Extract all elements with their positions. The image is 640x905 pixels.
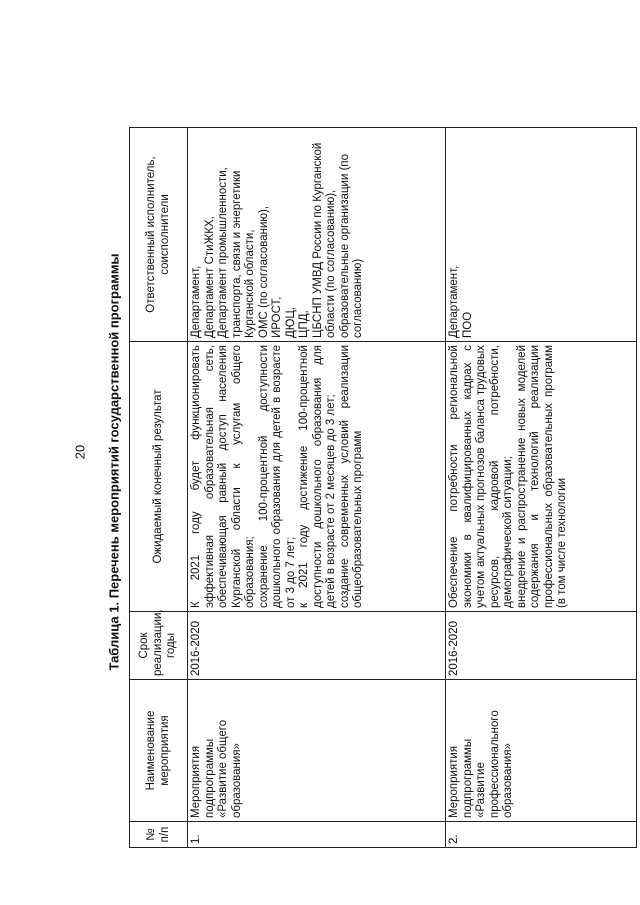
executor-item: ДЮЦ,	[284, 306, 297, 338]
implementation-term: 2016-2020	[446, 612, 637, 680]
page-number: 20	[72, 444, 88, 460]
table-row	[446, 128, 637, 848]
header-implementation-term: Срок реализации, годы	[130, 612, 188, 680]
result-line: К 2021 году будет функционировать эффективная образовательная сеть, обеспечивающая равный доступ населения Курганской области к услугам общего образования;	[190, 345, 256, 608]
implementation-term: 2016-2020	[188, 612, 446, 680]
result-line: к 2021 году достижение 100-процентной доступности дошкольного образования для детей в возрасте от 2 месяцев до 3 лет;	[298, 345, 337, 608]
responsible-executors	[188, 128, 446, 342]
result-line: создание современных условий реализации общеобразовательных программ	[338, 345, 364, 608]
executor-item: ОМС (по согласованию),	[257, 205, 270, 338]
executor-item: ЦБСНП УМВД России по Курганской области (по согласованию),	[311, 142, 337, 338]
table-header-row	[130, 128, 188, 848]
executor-item: ЦПД,	[298, 310, 310, 338]
executor-item: Департамент СтиЖКХ,	[203, 216, 216, 338]
executor-item: Департамент промышленности, транспорта, связи и энергетики Курганской области,	[217, 167, 256, 338]
rotated-page-content	[129, 128, 637, 848]
executor-item: Департамент,	[190, 265, 202, 338]
result-line: сохранение 100-процентной доступности дошкольного образования для детей в возрасте от 3 до 7 лет;	[257, 345, 297, 608]
row-number: 2.	[446, 822, 637, 848]
header-number: № п/п	[130, 822, 188, 848]
header-responsible-executors: Ответственный исполнитель, соисполнители	[130, 128, 188, 342]
result-line: внедрение и распространение новых моделей содержания и технологий реализации профессиональных образовательных программ (в том числе технологии	[515, 345, 568, 608]
expected-result	[188, 342, 446, 612]
expected-result	[446, 342, 637, 612]
header-activity-name: Наименование мероприятия	[130, 680, 188, 822]
activity-name: Мероприятия подпрограммы «Развитие профессионального образования»	[446, 680, 637, 822]
header-expected-result: Ожидаемый конечный результат	[130, 342, 188, 612]
executor-item: ИРОСТ,	[271, 296, 283, 338]
executor-item: Департамент,	[448, 265, 460, 338]
programme-activities-table	[129, 127, 637, 848]
table-row	[188, 128, 446, 848]
table-title: Таблица 1. Перечень мероприятий государственной программы	[106, 253, 122, 671]
responsible-executors	[446, 128, 637, 342]
row-number: 1.	[188, 822, 446, 848]
activity-name: Мероприятия подпрограммы «Развитие общего образования»	[188, 680, 446, 822]
executor-item: ПОО	[461, 311, 474, 338]
executor-item: образовательные организации (по согласованию)	[338, 153, 364, 338]
result-line: Обеспечение потребности региональной экономики в квалифицированных кадрах с учетом актуальных прогнозов баланса трудовых ресурсов, кадровой потребности, демографической ситуации;	[448, 345, 514, 608]
